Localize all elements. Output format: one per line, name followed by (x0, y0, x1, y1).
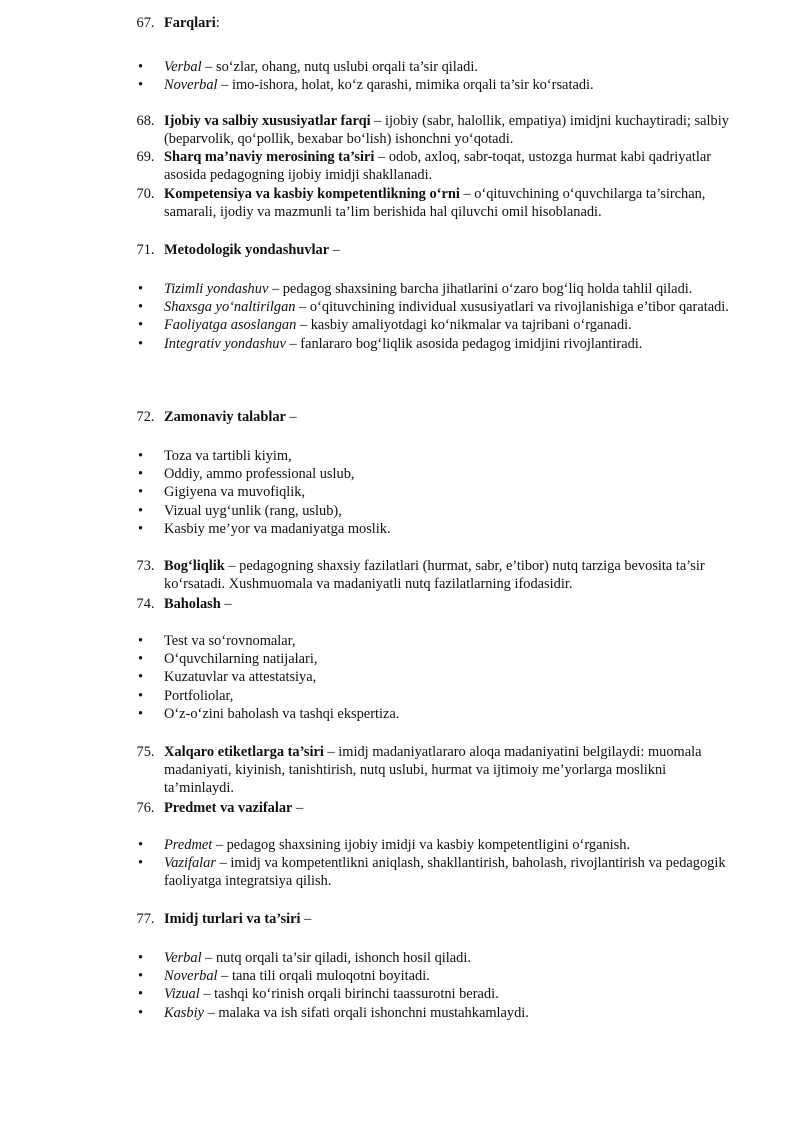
item-text: – o‘qituvchining o‘quvchilarga ta’sirchan, samarali, ijodiy va mazmunli ta’lim berishida hal qiluvchi omil hisoblanadi. (164, 186, 706, 221)
bullet-icon: • (138, 705, 144, 722)
list-item-text: – imo-ishora, holat, ko‘z qarashi, mimika orqali ta’sir ko‘rsatadi. (217, 77, 594, 94)
list-item-term: Kasbiy (164, 1004, 204, 1021)
list-item-term: Vazifalar (164, 855, 216, 872)
item-text: – odob, axloq, sabr-toqat, ustozga hurmat kabi qadriyatlar asosida pedagogning ijobiy imidji shakllanadi. (164, 149, 712, 184)
bullet-icon: • (138, 669, 144, 686)
bullet-icon: • (138, 855, 144, 872)
item-text: – (292, 800, 304, 816)
bullet-icon: • (138, 633, 144, 649)
item-term: Metodologik yondashuvlar (164, 242, 330, 258)
list-item-term: Shaxsga yo‘naltirilgan (164, 299, 296, 316)
item-70 (137, 185, 737, 221)
item-72 (137, 408, 737, 426)
item-text: – (300, 911, 312, 927)
list-item-term: Noverbal (164, 77, 218, 94)
bullet-icon: • (138, 502, 144, 519)
bullet-icon: • (138, 837, 144, 853)
list-item-text: Kuzatuvlar va attestatsiya, (164, 669, 317, 686)
item-67 (137, 14, 737, 32)
bullet-icon: • (138, 299, 144, 316)
item-text: – pedagogning shaxsiy fazilatlari (hurmat, sabr, e’tibor) nutq tarziga bevosita ta’sir ko‘rsatadi. Xushmuomala va madaniyatli nutq fazilatlarning ifodasidir. (164, 558, 705, 593)
item-term: Xalqaro etiketlarga ta’siri (164, 744, 324, 760)
item-number: 70. (136, 186, 155, 202)
item-text: – (285, 409, 297, 425)
list-item (137, 76, 737, 94)
list-item-text: Vizual uyg‘unlik (rang, uslub), (164, 502, 342, 519)
bullet-icon: • (138, 968, 144, 985)
item-text: : (215, 15, 220, 31)
list-item-text: – kasbiy amaliyotdagi ko‘nikmalar va tajribani o‘rganadi. (296, 317, 632, 334)
item-number: 67. (136, 15, 155, 31)
item-term: Farqlari (164, 15, 216, 31)
bullet-icon: • (138, 484, 144, 501)
list-item (137, 298, 737, 316)
list-item-text: O‘quvchilarning natijalari, (164, 651, 318, 668)
item-number: 73. (136, 558, 155, 574)
list-item (137, 483, 737, 501)
bullet-icon: • (138, 448, 144, 464)
list-item (137, 58, 737, 76)
list-item-text: – pedagog shaxsining barcha jihatlarini o‘zaro bog‘liq holda tahlil qiladi. (268, 281, 693, 297)
list-item-text: – so‘zlar, ohang, nutq uslubi orqali ta’sir qiladi. (201, 59, 478, 75)
item-text: – imidj madaniyatlararo aloqa madaniyatini belgilaydi: muomala madaniyati, kiyinish, tanishtirish, nutq uslubi, hurmat va ijtimoiy me’yorlarga moslikni ta’minlaydi. (164, 744, 702, 797)
list-item (137, 335, 737, 353)
bullet-icon: • (138, 520, 144, 537)
list-item-text: Kasbiy me’yor va madaniyatga moslik. (164, 520, 391, 537)
bullet-icon: • (138, 1004, 144, 1021)
item-number: 74. (136, 596, 155, 612)
list-item-text: – imidj va kompetentlikni aniqlash, shakllantirish, baholash, rivojlantirish va pedagogik faoliyatga integratsiya qilish. (164, 855, 726, 890)
list-item-text: – o‘qituvchining individual xususiyatlari va rivojlanishiga e’tibor qaratadi. (295, 299, 729, 316)
list-item-text: – tana tili orqali muloqotni boyitadi. (217, 968, 430, 985)
item-number: 77. (136, 911, 155, 927)
list-item (137, 985, 737, 1003)
list-item-term: Predmet (164, 837, 213, 853)
bullet-icon: • (138, 77, 144, 94)
list-item-term: Noverbal (164, 968, 218, 985)
list-item (137, 520, 737, 538)
list-item-term: Tizimli yondashuv (164, 281, 269, 297)
list-item (137, 967, 737, 985)
list-item (137, 949, 737, 967)
bullet-icon: • (138, 281, 144, 297)
list-item (137, 854, 737, 890)
item-text: – (220, 596, 232, 612)
item-number: 68. (136, 113, 155, 129)
list-item (137, 687, 737, 705)
list-item-text: Portfoliolar, (164, 687, 234, 704)
list-item (137, 836, 737, 854)
list-item (137, 316, 737, 334)
list-item-text: – fanlararo bog‘liqlik asosida pedagog imidjini rivojlantiradi. (285, 335, 643, 352)
list-67 (137, 58, 737, 94)
item-text: – (329, 242, 340, 258)
list-item-text: – malaka va ish sifati orqali ishonchni mustahkamlaydi. (203, 1004, 529, 1021)
list-item (137, 465, 737, 483)
item-term: Bog‘liqlik (164, 558, 225, 574)
list-item (137, 668, 737, 686)
item-69 (137, 148, 737, 184)
bullet-icon: • (138, 317, 144, 334)
list-item-text: – nutq orqali ta’sir qiladi, ishonch hosil qiladi. (201, 950, 471, 966)
list-item (137, 1004, 737, 1022)
list-item-text: – tashqi ko‘rinish orqali birinchi taassurotni beradi. (199, 986, 499, 1003)
item-76 (137, 799, 737, 817)
item-number: 71. (136, 242, 155, 258)
list-item (137, 280, 737, 298)
item-term: Sharq ma’naviy merosining ta’siri (164, 149, 375, 165)
item-number: 69. (136, 149, 155, 165)
list-item-text: Toza va tartibli kiyim, (164, 448, 292, 464)
list-item-text: Gigiyena va muvofiqlik, (164, 484, 306, 501)
list-item (137, 447, 737, 465)
list-item-term: Vizual (164, 986, 200, 1003)
item-term: Ijobiy va salbiy xususiyatlar farqi (164, 113, 371, 129)
item-term: Baholash (164, 596, 221, 612)
list-item (137, 632, 737, 650)
list-item-text: – pedagog shaxsining ijobiy imidji va kasbiy kompetentligini o‘rganish. (212, 837, 631, 853)
bullet-icon: • (138, 651, 144, 668)
item-term: Kompetensiya va kasbiy kompetentlikning o‘rni (164, 186, 460, 202)
item-number: 72. (136, 409, 155, 425)
bullet-icon: • (138, 335, 144, 352)
list-77 (137, 949, 737, 1022)
list-item-term: Faoliyatga asoslangan (164, 317, 297, 334)
bullet-icon: • (138, 950, 144, 966)
list-item (137, 705, 737, 723)
list-item (137, 502, 737, 520)
item-term: Imidj turlari va ta’siri (164, 911, 301, 927)
item-term: Predmet va vazifalar (164, 800, 293, 816)
list-item-term: Verbal (164, 59, 202, 75)
list-item-text: O‘z-o‘zini baholash va tashqi ekspertiza. (164, 705, 400, 722)
item-74 (137, 595, 737, 613)
item-75 (137, 743, 737, 798)
list-item-term: Integrativ yondashuv (164, 335, 286, 352)
item-number: 76. (136, 800, 155, 816)
item-73 (137, 557, 737, 593)
list-item-term: Verbal (164, 950, 202, 966)
item-71 (137, 241, 737, 259)
item-term: Zamonaviy talablar (164, 409, 286, 425)
list-76 (137, 836, 737, 891)
bullet-icon: • (138, 59, 144, 75)
list-item (137, 650, 737, 668)
list-71 (137, 280, 737, 353)
bullet-icon: • (138, 687, 144, 704)
bullet-icon: • (138, 986, 144, 1003)
list-72 (137, 447, 737, 538)
bullet-icon: • (138, 466, 144, 483)
item-68 (137, 112, 737, 148)
list-item-text: Test va so‘rovnomalar, (164, 633, 296, 649)
list-74 (137, 632, 737, 723)
item-text: – ijobiy (sabr, halollik, empatiya) imidjni kuchaytiradi; salbiy (beparvolik, qo‘pollik, bexabar bo‘lish) ishonchni yo‘qotadi. (164, 113, 729, 148)
item-77 (137, 910, 737, 928)
list-item-text: Oddiy, ammo professional uslub, (164, 466, 355, 483)
item-number: 75. (136, 744, 155, 760)
